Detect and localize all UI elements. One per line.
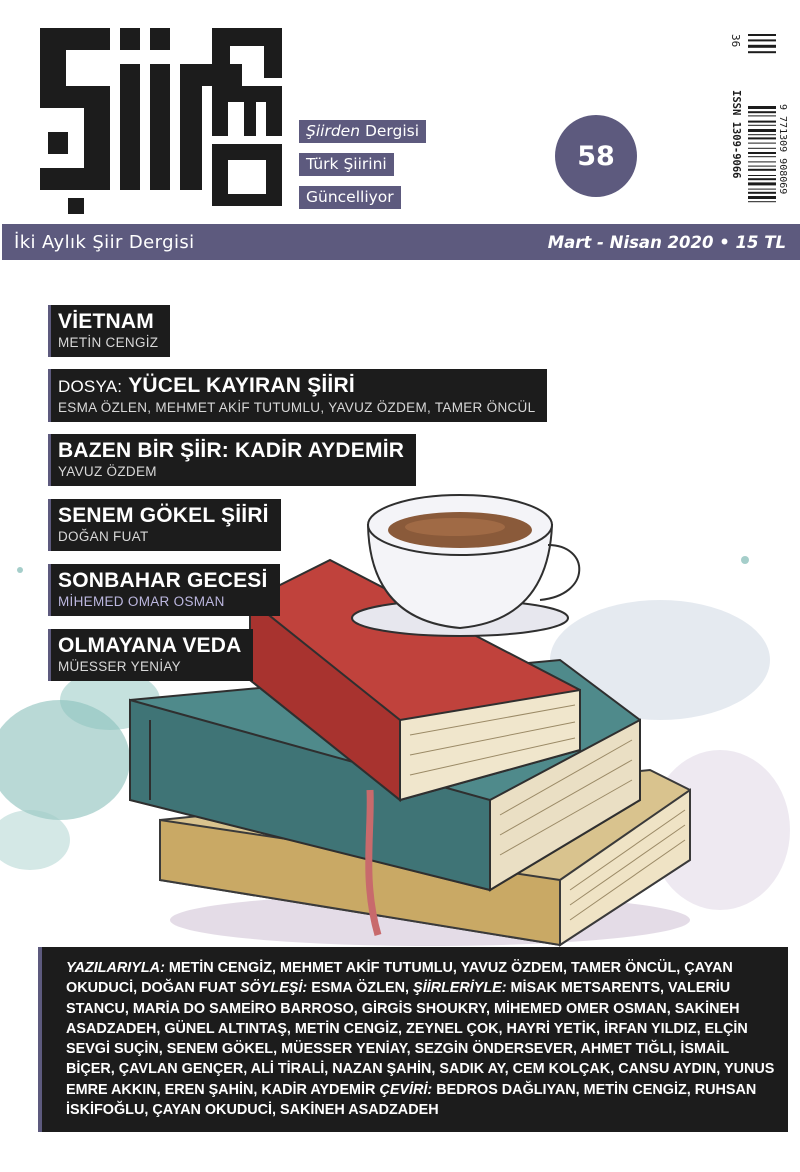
barcode-addon-bar <box>748 51 776 53</box>
barcode-bar <box>748 169 776 171</box>
contents-item-5 <box>48 564 280 616</box>
contents-item-title: SONBAHAR GECESİ <box>58 569 268 592</box>
barcode-bar <box>748 189 776 190</box>
barcode-bar <box>748 201 776 202</box>
issn-barcode <box>728 32 788 210</box>
interview-list: ESMA ÖZLEN, <box>311 980 409 997</box>
barcode-bar <box>748 152 776 154</box>
contents-item-author: ESMA ÖZLEN, MEHMET AKİF TUTUMLU, YAVUZ ÖZDEM, TAMER ÖNCÜL <box>58 400 536 415</box>
contents-item-author: MÜESSER YENİAY <box>58 659 181 674</box>
magazine-subtitle: İki Aylık Şiir Dergisi <box>14 231 195 253</box>
tagline-1-em: Şiirden <box>306 122 361 140</box>
contents-item-author: MİHEMED OMAR OSMAN <box>58 594 225 609</box>
header-band <box>2 224 800 260</box>
barcode-bar <box>748 111 776 113</box>
contents-item-author: YAVUZ ÖZDEM <box>58 464 157 479</box>
contents-item-title: BAZEN BİR ŞİİR: KADİR AYDEMİR <box>58 439 405 462</box>
barcode-bar <box>748 106 776 109</box>
barcode-bar <box>748 178 776 180</box>
issue-number: 58 <box>577 140 615 172</box>
barcode-bar <box>748 134 776 135</box>
contents-item-prefix: DOSYA: <box>58 377 123 396</box>
tagline-2-text: Türk Şiirini <box>306 155 387 173</box>
contents-item-title: OLMAYANA VEDA <box>58 634 242 657</box>
barcode-bar <box>748 161 776 162</box>
contents-item-title: SENEM GÖKEL ŞİİRİ <box>58 504 269 527</box>
barcode-bar <box>748 196 776 199</box>
writers-list: METİN CENGİZ, MEHMET AKİF TUTUMLU, YAVUZ ÖZDEM, TAMER ÖNCÜL, ÇAYAN OKUDUCİ, DOĞAN FUAT <box>66 960 733 997</box>
barcode-bar <box>748 166 776 167</box>
contents-item-1 <box>48 305 170 357</box>
poets-label: ŞİİRLERİYLE: <box>413 980 507 997</box>
barcode-bar <box>748 129 776 132</box>
contents-item-author: METİN CENGİZ <box>58 335 159 350</box>
barcode-addon-bar <box>748 34 776 36</box>
interview-label: SÖYLEŞİ: <box>240 980 308 997</box>
tagline-2 <box>299 153 394 176</box>
translators-list: BEDROS DAĞLIYAN, METİN CENGİZ, RUHSAN İSKİFOĞLU, ÇAYAN OKUDUCİ, SAKİNEH ASADZADEH <box>66 1081 757 1119</box>
contents-item-3 <box>48 434 416 486</box>
barcode-addon-bar <box>748 39 776 41</box>
barcode-bar <box>748 125 776 126</box>
contents-item-title: VİETNAM <box>58 310 154 333</box>
tagline-3 <box>299 186 401 209</box>
barcode-addon: 36 <box>729 34 742 48</box>
barcode-bar <box>748 115 776 116</box>
contents-item-2 <box>48 369 547 422</box>
contents-item-author: DOĞAN FUAT <box>58 529 149 544</box>
poets-list: MİSAK METSARENTS, VALERİU STANCU, MARİA DO SAMEİRO BARROSO, GİRGİS SHOUKRY, MİHEMED OMER OSMAN, SAKİNEH ASADZADEH, GÜNEL ALTINTAŞ, METİN CENGİZ, ZEYNEL ÇOK, HAYRİ YETİK, İRFAN YILDIZ, ELÇİN SEVGİ SUÇİN, SENEM GÖKEL, MÜESSER YENİAY, SEZGİN ÖNDERSEVER, AHMET TIĞLI, İSMAİL BİÇER, ÇAVLAN GENÇER, ALİ TİRALİ, NAZAN ŞAHİN, SADIK AY, CEM KOLÇAK, CANSU AYDIN, YUNUS EMRE AKKIN, EREN ŞAHİN, KADİR AYDEMİR <box>66 980 775 1098</box>
barcode-bar <box>748 143 776 144</box>
barcode-bar <box>748 175 776 176</box>
tagline-3-text: Güncelliyor <box>306 188 394 206</box>
contents-item-title <box>58 374 535 399</box>
tagline-1 <box>299 120 426 143</box>
barcode-bar <box>748 156 776 157</box>
barcode-bar <box>748 137 776 139</box>
issn-label: ISSN 1309-9066 <box>730 90 742 179</box>
barcode-number: 9 771309 908069 <box>777 104 788 195</box>
barcode-bar <box>748 192 776 194</box>
contents-item-title-text: YÜCEL KAYIRAN ŞİİRİ <box>128 374 355 397</box>
barcode-bar <box>748 121 776 123</box>
issue-number-badge <box>555 115 637 197</box>
issue-date-price: Mart - Nisan 2020 • 15 TL <box>547 232 786 252</box>
contents-item-6 <box>48 629 253 681</box>
barcode-bar <box>748 182 776 185</box>
siirden-logo <box>40 28 282 214</box>
contributors-box <box>38 947 788 1132</box>
writers-label: YAZILARIYLA: <box>66 960 165 976</box>
tagline-1-text: Dergisi <box>360 122 420 140</box>
barcode-bar <box>748 148 776 149</box>
translation-label: ÇEVİRİ: <box>379 1081 433 1098</box>
contents-item-4 <box>48 499 281 551</box>
barcode-addon-bar <box>748 45 776 48</box>
